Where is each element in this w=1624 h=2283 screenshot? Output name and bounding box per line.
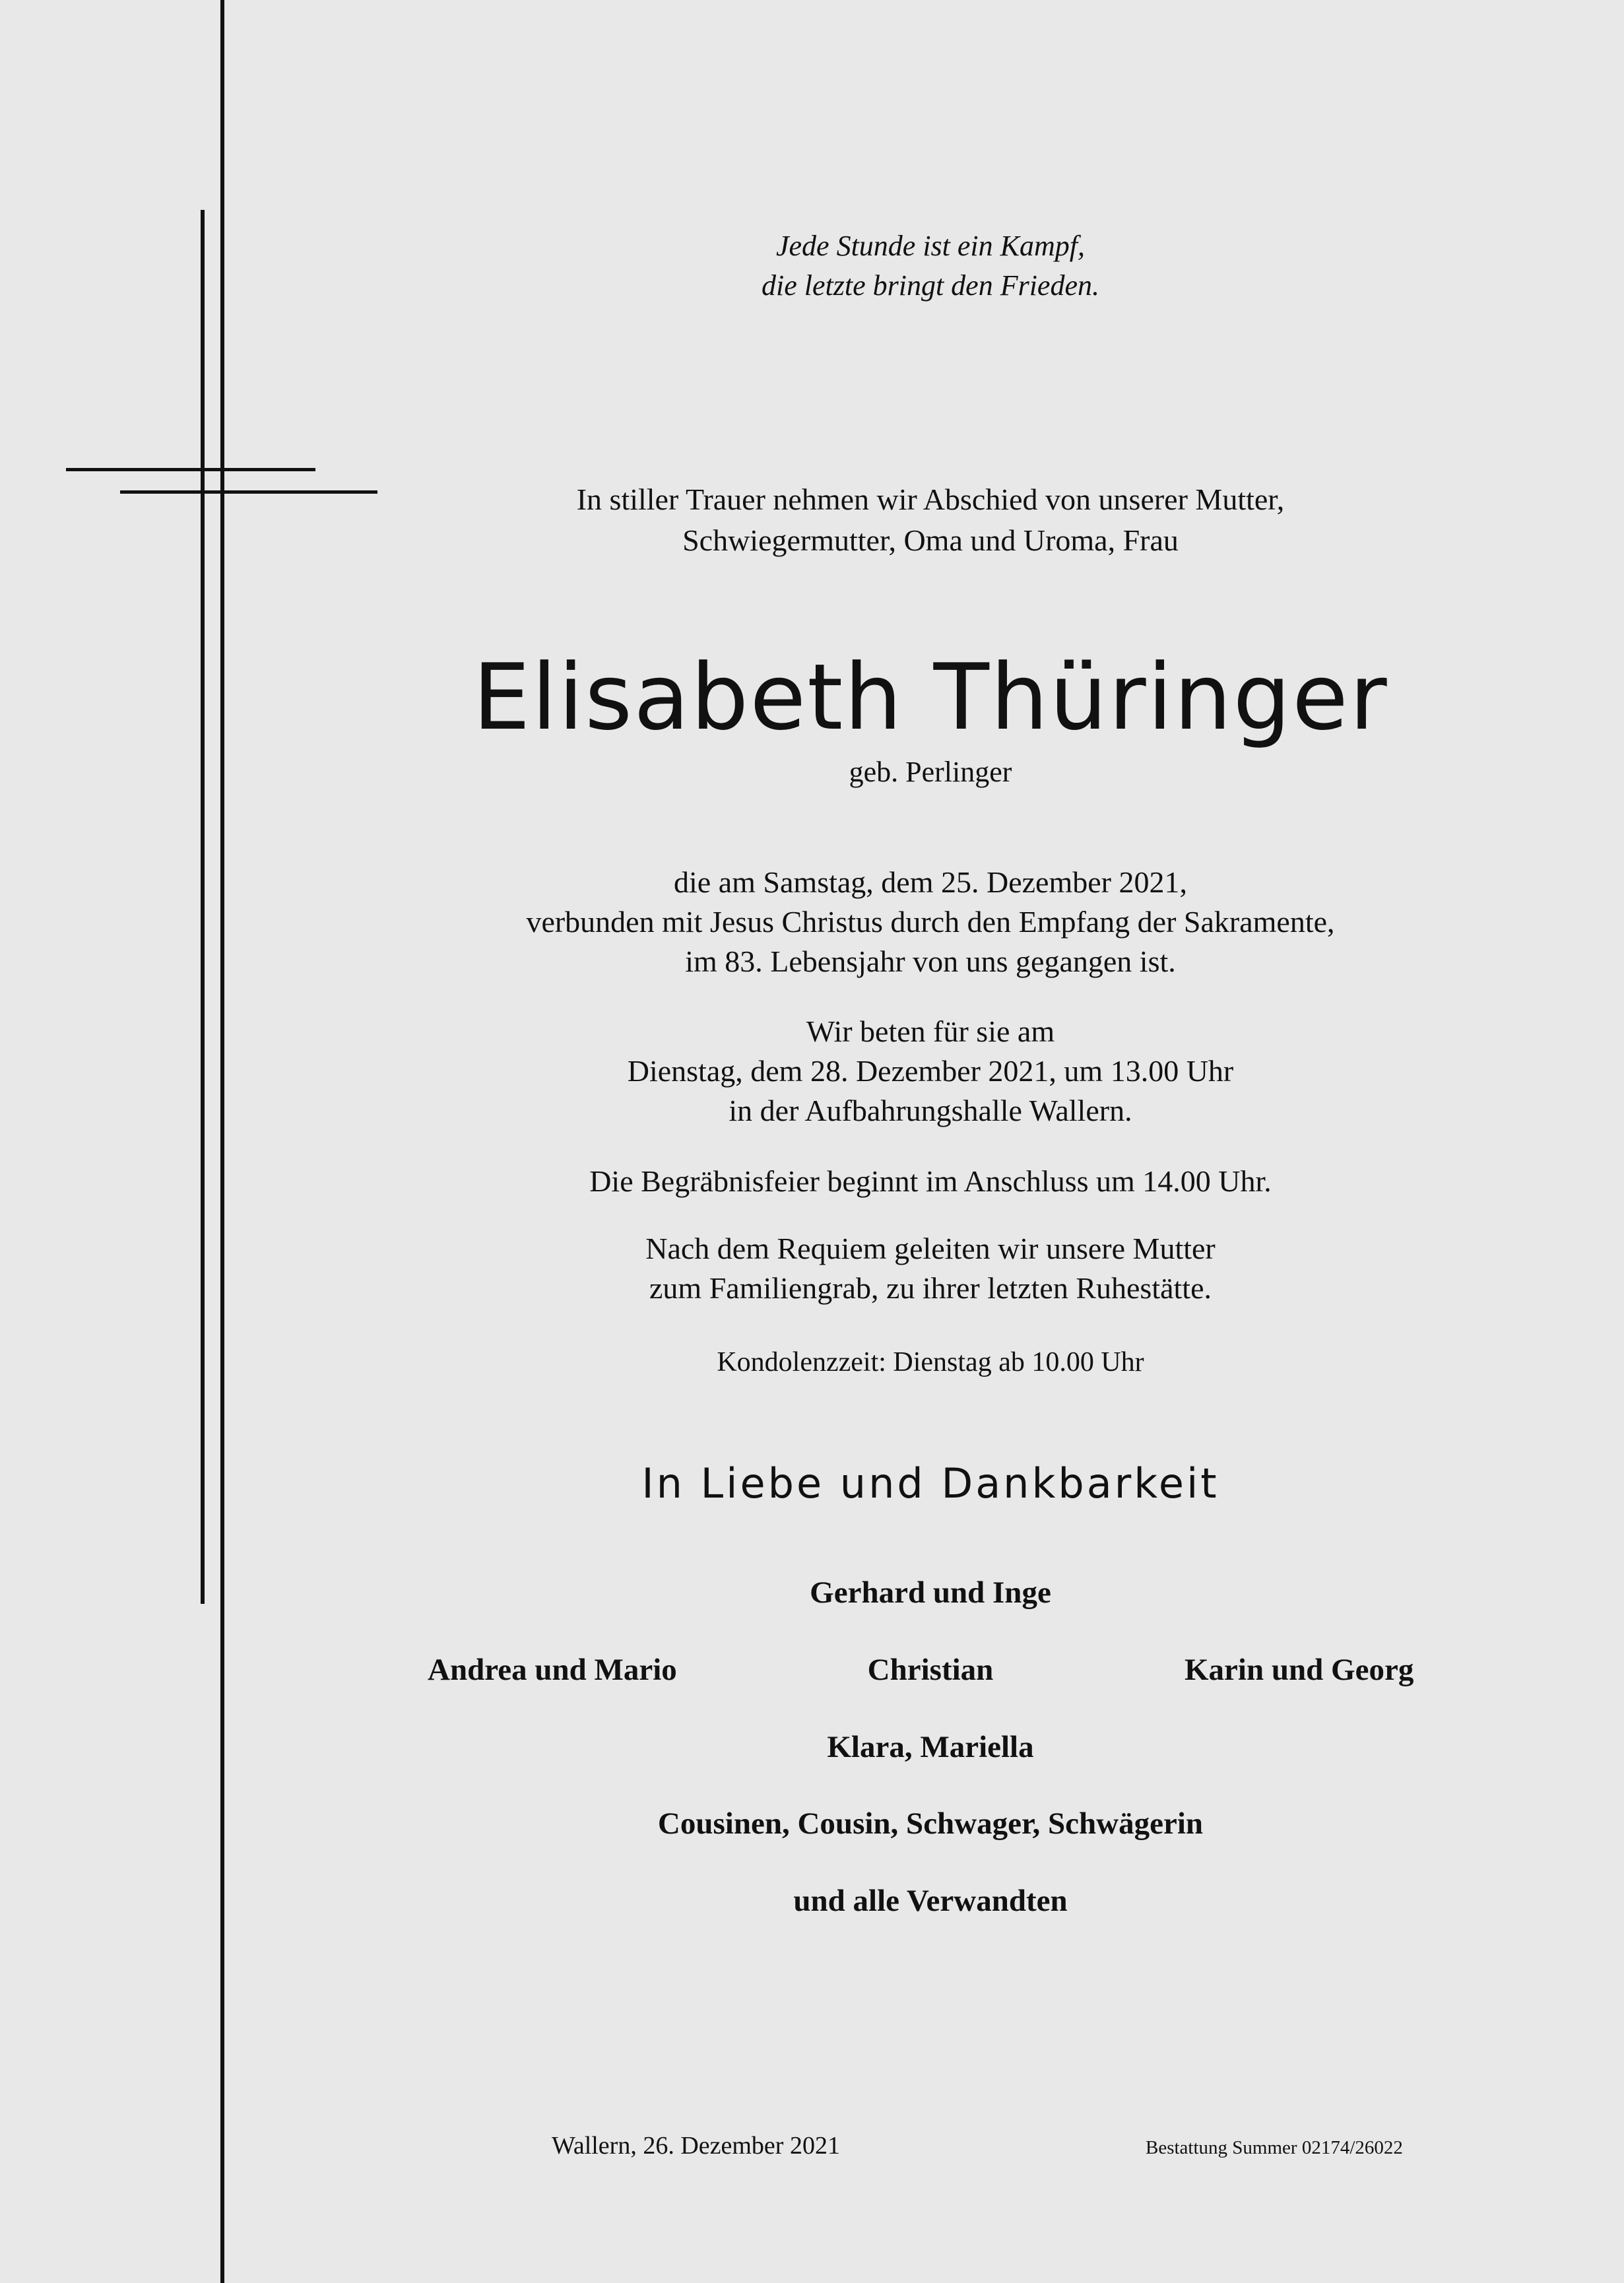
mourner-right: Karin und Georg (1185, 1653, 1414, 1687)
mourner-left: Andrea und Mario (428, 1653, 677, 1687)
prayer-line: in der Aufbahrungshalle Wallern. (729, 1094, 1132, 1127)
requiem-notice (370, 1229, 1491, 1308)
place-date: Wallern, 26. Dezember 2021 (552, 2132, 840, 2160)
intro-text (370, 479, 1491, 561)
closing-phrase: In Liebe und Dankbarkeit (641, 1459, 1219, 1507)
quote (370, 226, 1491, 306)
intro-line: In stiller Trauer nehmen wir Abschied von unserer Mutter, (576, 482, 1285, 516)
quote-line: Jede Stunde ist ein Kampf, (775, 230, 1085, 262)
undertaker-contact: Bestattung Summer 02174/26022 (1146, 2137, 1403, 2158)
intro-line: Schwiegermutter, Oma und Uroma, Frau (682, 523, 1179, 557)
death-notice-line: die am Samstag, dem 25. Dezember 2021, (674, 865, 1187, 899)
condolence-time: Kondolenzzeit: Dienstag ab 10.00 Uhr (717, 1347, 1144, 1377)
mourner-center: Christian (867, 1653, 994, 1687)
requiem-line: zum Familiengrab, zu ihrer letzten Ruhestätte. (649, 1271, 1212, 1305)
cross-outer-vertical-line (220, 0, 224, 2283)
funeral-notice: Die Begräbnisfeier beginnt im Anschluss um 14.00 Uhr. (589, 1164, 1272, 1198)
death-notice (370, 863, 1491, 981)
prayer-line: Wir beten für sie am (806, 1014, 1055, 1048)
prayer-line: Dienstag, dem 28. Dezember 2021, um 13.00 Uhr (627, 1054, 1234, 1088)
requiem-line: Nach dem Requiem geleiten wir unsere Mutter (645, 1232, 1216, 1265)
prayer-notice (370, 1012, 1491, 1131)
death-notice-line: verbunden mit Jesus Christus durch den Empfang der Sakramente, (526, 905, 1335, 939)
mourner-row: und alle Verwandten (793, 1884, 1068, 1918)
death-notice-line: im 83. Lebensjahr von uns gegangen ist. (685, 944, 1176, 978)
quote-line: die letzte bringt den Frieden. (762, 269, 1099, 302)
mourner-row: Cousinen, Cousin, Schwager, Schwägerin (657, 1806, 1204, 1841)
cross-lower-horizontal-line (120, 490, 377, 494)
cross-upper-horizontal-line (66, 468, 315, 471)
mourner-row: Gerhard und Inge (810, 1575, 1051, 1610)
birth-name: geb. Perlinger (849, 756, 1012, 788)
cross-inner-vertical-line (201, 210, 205, 1604)
deceased-name: Elisabeth Thüringer (472, 644, 1388, 750)
mourner-row: Klara, Mariella (827, 1730, 1034, 1764)
